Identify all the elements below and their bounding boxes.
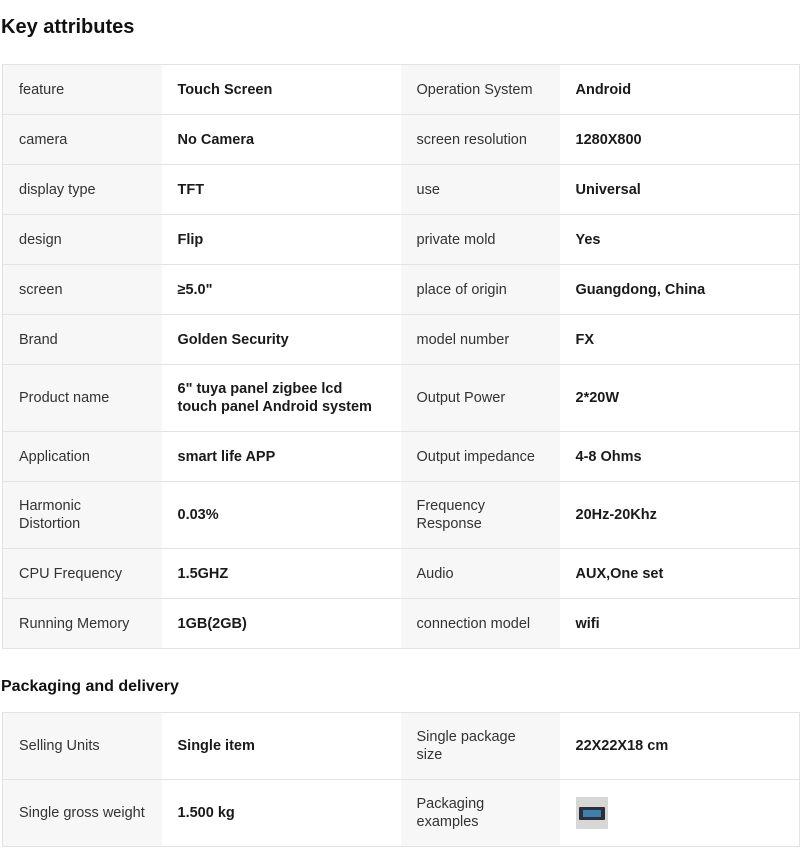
attr-label: screen xyxy=(3,265,162,315)
attr-value: Golden Security xyxy=(162,315,401,365)
table-row xyxy=(3,115,800,165)
attr-label: Brand xyxy=(3,315,162,365)
packaging-delivery-title: Packaging and delivery xyxy=(1,678,179,695)
attr-label: camera xyxy=(3,115,162,165)
attr-value: ≥5.0" xyxy=(162,265,401,315)
attr-label: Frequency Response xyxy=(401,482,560,549)
attr-value: 2*20W xyxy=(560,365,800,432)
table-row xyxy=(3,432,800,482)
product-thumbnail-icon[interactable] xyxy=(576,797,608,829)
attr-value: 22X22X18 cm xyxy=(560,713,800,780)
attr-value: Android xyxy=(560,65,800,115)
attr-label: Packaging examples xyxy=(401,780,560,847)
attr-label: Single package size xyxy=(401,713,560,780)
table-row xyxy=(3,780,800,847)
attr-value: wifi xyxy=(560,599,800,649)
attr-label: screen resolution xyxy=(401,115,560,165)
table-row xyxy=(3,599,800,649)
attr-label: feature xyxy=(3,65,162,115)
table-row xyxy=(3,713,800,780)
attr-value: 6" tuya panel zigbee lcd touch panel Android system xyxy=(162,365,401,432)
attr-label: Single gross weight xyxy=(3,780,162,847)
attr-label: use xyxy=(401,165,560,215)
attr-label: Running Memory xyxy=(3,599,162,649)
attr-label: private mold xyxy=(401,215,560,265)
attr-label: Audio xyxy=(401,549,560,599)
attr-value: Single item xyxy=(162,713,401,780)
attr-label: Operation System xyxy=(401,65,560,115)
table-row xyxy=(3,549,800,599)
attr-value: 4-8 Ohms xyxy=(560,432,800,482)
attr-value: FX xyxy=(560,315,800,365)
table-row xyxy=(3,315,800,365)
table-row xyxy=(3,165,800,215)
attr-value: 1GB(2GB) xyxy=(162,599,401,649)
table-row xyxy=(3,265,800,315)
attr-value: 1.500 kg xyxy=(162,780,401,847)
attr-label: Application xyxy=(3,432,162,482)
key-attributes-table xyxy=(2,64,800,649)
packaging-example-cell xyxy=(560,780,800,847)
table-row xyxy=(3,365,800,432)
attr-label: CPU Frequency xyxy=(3,549,162,599)
table-row xyxy=(3,215,800,265)
attr-value: 0.03% xyxy=(162,482,401,549)
table-row xyxy=(3,482,800,549)
attr-value: Flip xyxy=(162,215,401,265)
attr-value: TFT xyxy=(162,165,401,215)
attr-label: design xyxy=(3,215,162,265)
table-row xyxy=(3,65,800,115)
attr-value: smart life APP xyxy=(162,432,401,482)
attr-value: 1280X800 xyxy=(560,115,800,165)
attr-value: Touch Screen xyxy=(162,65,401,115)
attr-label: connection model xyxy=(401,599,560,649)
attr-value: 1.5GHZ xyxy=(162,549,401,599)
attr-value: 20Hz-20Khz xyxy=(560,482,800,549)
attr-value: Universal xyxy=(560,165,800,215)
key-attributes-title: Key attributes xyxy=(1,16,135,38)
attr-label: place of origin xyxy=(401,265,560,315)
attr-label: Output impedance xyxy=(401,432,560,482)
attr-label: Harmonic Distortion xyxy=(3,482,162,549)
attr-label: model number xyxy=(401,315,560,365)
attr-label: Product name xyxy=(3,365,162,432)
attr-value: Yes xyxy=(560,215,800,265)
attr-value: Guangdong, China xyxy=(560,265,800,315)
attr-value: No Camera xyxy=(162,115,401,165)
attr-value: AUX,One set xyxy=(560,549,800,599)
packaging-table xyxy=(2,712,800,847)
attr-label: display type xyxy=(3,165,162,215)
attr-label: Selling Units xyxy=(3,713,162,780)
attr-label: Output Power xyxy=(401,365,560,432)
